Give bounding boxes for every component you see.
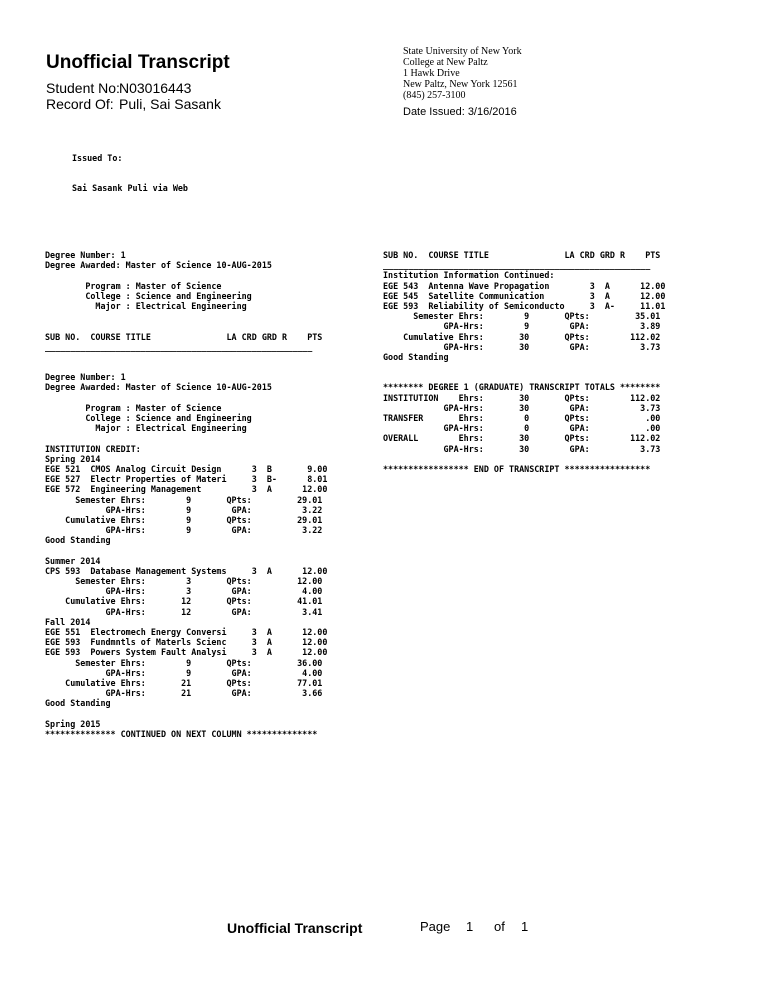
- transcript-line: Good Standing: [45, 535, 111, 546]
- issued-to-name: Sai Sasank Puli via Web: [72, 183, 188, 193]
- transcript-line: Institution Information Continued:: [383, 270, 555, 281]
- transcript-line: EGE 543 Antenna Wave Propagation 3 A 12.00: [383, 280, 666, 291]
- issued-to-label: Issued To:: [72, 153, 123, 163]
- transcript-line: CPS 593 Database Management Systems 3 A 12.00: [45, 565, 328, 576]
- transcript-line: Cumulative Ehrs: 12 QPts: 41.01: [45, 596, 323, 607]
- transcript-line: GPA-Hrs: 30 GPA: 3.73: [383, 341, 661, 352]
- transcript-line: Good Standing: [383, 351, 449, 362]
- transcript-line: Summer 2014: [45, 555, 101, 566]
- transcript-line: EGE 551 Electromech Energy Conversi 3 A 12.00: [45, 626, 328, 637]
- transcript-line: GPA-Hrs: 9 GPA: 3.89: [383, 321, 661, 332]
- record-of-value: Puli, Sai Sasank: [119, 96, 221, 112]
- transcript-line: GPA-Hrs: 9 GPA: 3.22: [45, 504, 323, 515]
- transcript-line: Spring 2015: [45, 718, 101, 729]
- transcript-line: Cumulative Ehrs: 21 QPts: 77.01: [45, 677, 323, 688]
- transcript-line: GPA-Hrs: 0 GPA: .00: [383, 423, 661, 434]
- transcript-line: [45, 708, 327, 718]
- transcript-line: College : Science and Engineering: [45, 413, 252, 423]
- transcript-line: Major : Electrical Engineering: [45, 300, 247, 311]
- transcript-line: Major : Electrical Engineering: [45, 423, 247, 434]
- date-issued: Date Issued: 3/16/2016: [403, 106, 517, 118]
- transcript-line: GPA-Hrs: 9 GPA: 4.00: [45, 667, 323, 678]
- transcript-line: GPA-Hrs: 3 GPA: 4.00: [45, 586, 323, 597]
- transcript-line: Semester Ehrs: 9 QPts: 36.00: [45, 657, 323, 668]
- student-no-label: Student No:: [46, 80, 120, 96]
- transcript-line: Degree Awarded: Master of Science 10-AUG-2015: [45, 382, 272, 393]
- transcript-line: Fall 2014: [45, 616, 91, 627]
- transcript-line: EGE 545 Satellite Communication 3 A 12.00: [383, 290, 666, 301]
- transcript-line: ***************** END OF TRANSCRIPT *****************: [383, 463, 651, 474]
- transcript-left-column: [45, 250, 327, 739]
- transcript-line: Degree Number: 1: [45, 250, 126, 260]
- transcript-line: GPA-Hrs: 30 GPA: 3.73: [383, 443, 661, 454]
- transcript-line: EGE 527 Electr Properties of Materi 3 B- 8.01: [45, 474, 328, 485]
- transcript-line: _____________________________________________________: [383, 260, 651, 271]
- footer-of-label: of: [494, 919, 505, 934]
- institution-line: New Paltz, New York 12561: [403, 79, 518, 90]
- transcript-line: [45, 321, 327, 331]
- transcript-line: Degree Awarded: Master of Science 10-AUG-2015: [45, 260, 272, 271]
- institution-line: State University of New York: [403, 46, 522, 57]
- transcript-line: _____________________________________________________: [45, 341, 313, 352]
- institution-line: College at New Paltz: [403, 57, 488, 68]
- transcript-line: ************** CONTINUED ON NEXT COLUMN **************: [45, 728, 318, 739]
- transcript-line: GPA-Hrs: 12 GPA: 3.41: [45, 606, 323, 617]
- transcript-line: Semester Ehrs: 9 QPts: 29.01: [45, 494, 323, 505]
- footer-page-label: Page: [420, 919, 451, 934]
- transcript-line: Program : Master of Science: [45, 280, 222, 291]
- student-no-value: N03016443: [119, 80, 192, 96]
- transcript-line: GPA-Hrs: 30 GPA: 3.73: [383, 402, 661, 413]
- transcript-line: Program : Master of Science: [45, 402, 222, 413]
- transcript-line: EGE 572 Engineering Management 3 A 12.00: [45, 484, 328, 495]
- transcript-line: GPA-Hrs: 9 GPA: 3.22: [45, 525, 323, 536]
- footer-page-total: 1: [521, 919, 529, 934]
- transcript-line: [45, 393, 327, 403]
- transcript-line: Cumulative Ehrs: 30 QPts: 112.02: [383, 331, 661, 342]
- institution-line: 1 Hawk Drive: [403, 68, 460, 79]
- transcript-line: Good Standing: [45, 698, 111, 709]
- page-title: Unofficial Transcript: [46, 52, 230, 73]
- transcript-line: TRANSFER Ehrs: 0 QPts: .00: [383, 413, 661, 423]
- footer-title: Unofficial Transcript: [227, 920, 363, 936]
- transcript-line: SUB NO. COURSE TITLE LA CRD GRD R PTS: [45, 331, 323, 342]
- transcript-line: EGE 521 CMOS Analog Circuit Design 3 B 9.00: [45, 463, 328, 474]
- transcript-line: [383, 454, 665, 464]
- transcript-line: College : Science and Engineering: [45, 290, 252, 301]
- transcript-line: EGE 593 Powers System Fault Analysi 3 A 12.00: [45, 647, 328, 658]
- transcript-line: SUB NO. COURSE TITLE LA CRD GRD R PTS: [383, 250, 661, 260]
- transcript-line: [383, 372, 665, 382]
- transcript-line: Degree Number: 1: [45, 372, 126, 383]
- institution-line: (845) 257-3100: [403, 90, 466, 101]
- transcript-line: [45, 270, 327, 280]
- transcript-line: INSTITUTION CREDIT:: [45, 443, 141, 454]
- transcript-line: EGE 593 Fundmntls of Materls Scienc 3 A 12.00: [45, 637, 328, 648]
- record-of-label: Record Of:: [46, 96, 114, 112]
- transcript-line: [45, 352, 327, 362]
- transcript-line: [45, 545, 327, 555]
- transcript-line: [383, 362, 665, 372]
- transcript-line: Cumulative Ehrs: 9 QPts: 29.01: [45, 514, 323, 525]
- transcript-line: EGE 593 Reliability of Semiconducto 3 A- 11.01: [383, 300, 666, 311]
- transcript-line: Semester Ehrs: 9 QPts: 35.01: [383, 311, 661, 322]
- institution-address: [403, 46, 522, 101]
- transcript-line: GPA-Hrs: 21 GPA: 3.66: [45, 688, 323, 699]
- transcript-line: ******** DEGREE 1 (GRADUATE) TRANSCRIPT TOTALS ********: [383, 382, 661, 393]
- transcript-line: Spring 2014: [45, 453, 101, 464]
- transcript-right-column: [383, 250, 665, 474]
- transcript-line: [45, 362, 327, 372]
- transcript-line: [45, 433, 327, 443]
- transcript-line: [45, 311, 327, 321]
- footer-page-number: 1: [466, 919, 474, 934]
- transcript-line: Semester Ehrs: 3 QPts: 12.00: [45, 576, 323, 586]
- transcript-line: INSTITUTION Ehrs: 30 QPts: 112.02: [383, 392, 661, 403]
- transcript-line: OVERALL Ehrs: 30 QPts: 112.02: [383, 433, 661, 444]
